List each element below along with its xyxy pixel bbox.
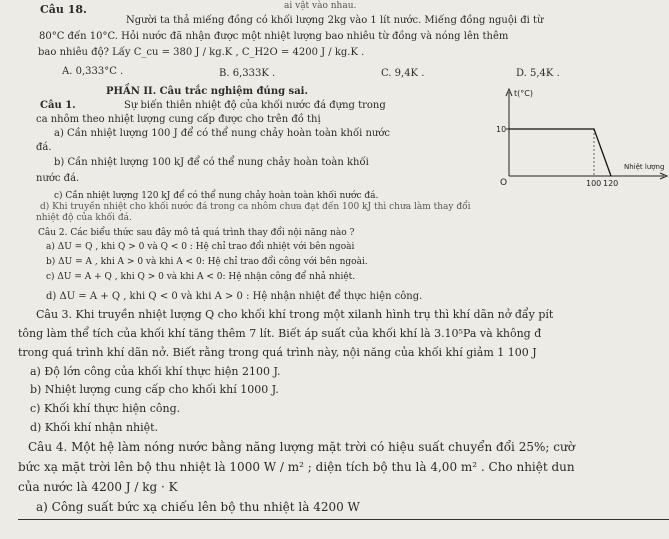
question-4-line-2: bức xạ mặt trời lên bộ thu nhiệt là 1000 W / m² ; diện tích bộ thu là 4,00 m² . Cho nhiệt dun [18,460,575,474]
question-3-statement-b: b) Nhiệt lượng cung cấp cho khối khí 1000 J. [30,383,279,396]
question-18-option-d: D. 5,4K . [516,68,560,79]
question-2-statement-a: a) ΔU = Q , khi Q > 0 và Q < 0 : Hệ chỉ trao đổi nhiệt với bên ngoài [46,242,355,252]
y-tick-label: 10 [496,125,507,134]
part-2-question-1-statement-b-cont: nước đá. [36,173,80,184]
y-axis-label: t(°C) [514,89,533,98]
question-3-statement-c: c) Khối khí thực hiện công. [30,402,181,415]
temperature-line [509,129,611,176]
question-3-statement-d: d) Khối khí nhận nhiệt. [30,421,159,434]
temperature-heat-graph [488,84,669,194]
part-2-question-1-line-1: Sự biến thiên nhiệt độ của khối nước đá đựng trong [124,100,386,111]
question-18-line-1: Người ta thả miếng đồng có khối lượng 2kg vào 1 lít nước. Miếng đồng nguội đi từ [126,15,544,26]
question-4-line-1: Câu 4. Một hệ làm nóng nước bằng năng lượng mặt trời có hiệu suất chuyển đổi 25%; cườ [28,440,575,454]
question-3-statement-a: a) Độ lớn công của khối khí thực hiện 2100 J. [30,365,281,378]
question-3-line-1: Câu 3. Khi truyền nhiệt lượng Q cho khối khí trong một xilanh hình trụ thì khí dãn nở đẩy pít [36,308,554,321]
part-2-question-1-statement-c: c) Cần nhiệt lượng 120 kJ để có thể nung chảy hoàn toàn khối nước đá. [54,191,379,201]
part-2-question-1-statement-d: d) Khi truyền nhiệt cho khối nước đá trong ca nhôm chưa đạt đến 100 kJ thì chưa làm thay đổi [40,202,471,212]
x-tick-label: 120 [603,179,619,188]
question-2-line: Câu 2. Các biểu thức sau đây mô tả quá trình thay đổi nội năng nào ? [38,228,355,238]
data-point [593,128,594,129]
part-2-question-1-statement-b: b) Cần nhiệt lượng 100 kJ để có thể nung chảy hoàn toàn khối [54,157,369,168]
answer-line [18,519,669,520]
question-3-line-3: trong quá trình khí dãn nở. Biết rằng trong quá trình này, nội năng của khối khí giảm 1 100 J [18,346,537,359]
question-18-option-c: C. 9,4K . [381,68,425,79]
graph-layer [496,89,667,188]
part-2-question-1-line-2: ca nhôm theo nhiệt lượng cung cấp được cho trên đồ thị [36,114,321,125]
question-4-line-3: của nước là 4200 J / kg · K [18,480,178,494]
question-3-line-2: tông làm thể tích của khối khí tăng thêm 7 lít. Biết áp suất của khối khí là 3.10⁵Pa và không đ [18,327,542,340]
part-2-title: PHẦN II. Câu trắc nghiệm đúng sai. [106,86,308,97]
x-tick-label: 100 [586,179,602,188]
origin-label: O [500,178,508,188]
data-point [508,128,509,129]
top-fragment: ai vật vào nhau. [284,1,357,11]
question-2-statement-b: b) ΔU = A , khi A > 0 và khi A < 0: Hệ chỉ trao đổi công với bên ngoài. [46,257,368,267]
question-4-statement-a: a) Công suất bức xạ chiếu lên bộ thu nhiệt là 4200 W [36,500,360,514]
x-axis-label: Nhiệt lượng [624,163,665,171]
part-2-question-1-label: Câu 1. [40,100,76,111]
part-2-question-1-statement-d-cont: nhiệt độ của khối đá. [36,213,132,223]
question-2-statement-d: d) ΔU = A + Q , khi Q < 0 và khi A > 0 : Hệ nhận nhiệt để thực hiện công. [46,291,423,302]
part-2-question-1-statement-a-cont: đá. [36,142,52,153]
question-18-line-3: bao nhiêu độ? Lấy C_cu = 380 J / kg.K , C_H2O = 4200 J / kg.K . [38,47,365,58]
question-18-option-b: B. 6,333K . [219,68,276,79]
part-2-question-1-statement-a: a) Cần nhiệt lượng 100 J để có thể nung chảy hoàn toàn khối nước [54,128,390,139]
data-point [610,175,611,176]
question-2-statement-c: c) ΔU = A + Q , khi Q > 0 và khi A < 0: Hệ nhận công để nhả nhiệt. [46,272,356,282]
question-18-line-2: 80°C đến 10°C. Hỏi nước đã nhận được một nhiệt lượng bao nhiêu từ đồng và nóng lên thêm [39,31,509,42]
question-18-option-a: A. 0,333°C . [62,66,124,77]
question-18-label: Câu 18. [40,3,87,16]
